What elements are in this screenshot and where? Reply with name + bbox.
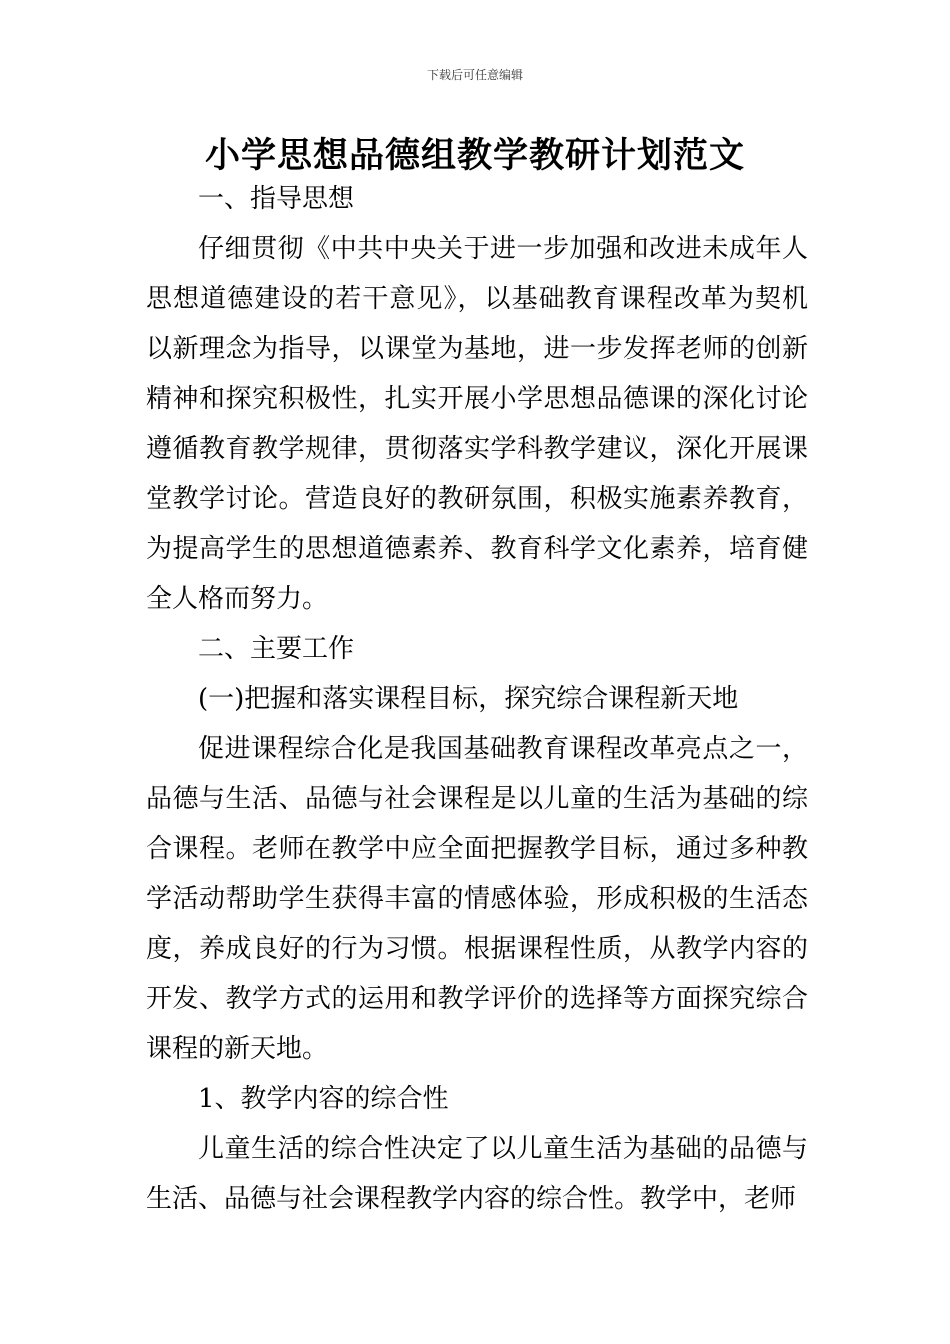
paragraph-content-integration: 儿童生活的综合性决定了以儿童生活为基础的品德与生活、品德与社会课程教学内容的综合性。教学中，老师 <box>146 1134 808 1214</box>
paragraph-course-goals: 促进课程综合化是我国基础教育课程改革亮点之一，品德与生活、品德与社会课程是以儿童的生活为基础的综合课程。老师在教学中应全面把握教学目标，通过多种教学活动帮助学生获得丰富的情感体验，形成积极的生活态度，养成良好的行为习惯。根据课程性质，从教学内容的开发、教学方式的运用和教学评价的选择等方面探究综合课程的新天地。 <box>146 734 808 1064</box>
document-title: 小学思想品德组教学教研计划范文 <box>204 136 745 176</box>
document-body <box>146 174 808 1224</box>
paragraph-guiding-thought: 仔细贯彻《中共中央关于进一步加强和改进未成年人思想道德建设的若干意见》，以基础教育课程改革为契机以新理念为指导，以课堂为基地，进一步发挥老师的创新精神和探究积极性，扎实开展小学思想品德课的深化讨论遵循教育教学规律，贯彻落实学科教学建议，深化开展课堂教学讨论。营造良好的教研氛围，积极实施素养教育，为提高学生的思想道德素养、教育科学文化素养，培育健全人格而努力。 <box>146 234 808 614</box>
section-heading-guiding-thought: 一、指导思想 <box>198 184 355 214</box>
section-heading-main-work: 二、主要工作 <box>198 634 355 664</box>
header-note: 下载后可任意编辑 <box>426 68 523 82</box>
subsection-heading-course-goals: (一)把握和落实课程目标，探究综合课程新天地 <box>198 684 739 714</box>
item-heading-content-integration: 1、教学内容的综合性 <box>198 1084 449 1114</box>
